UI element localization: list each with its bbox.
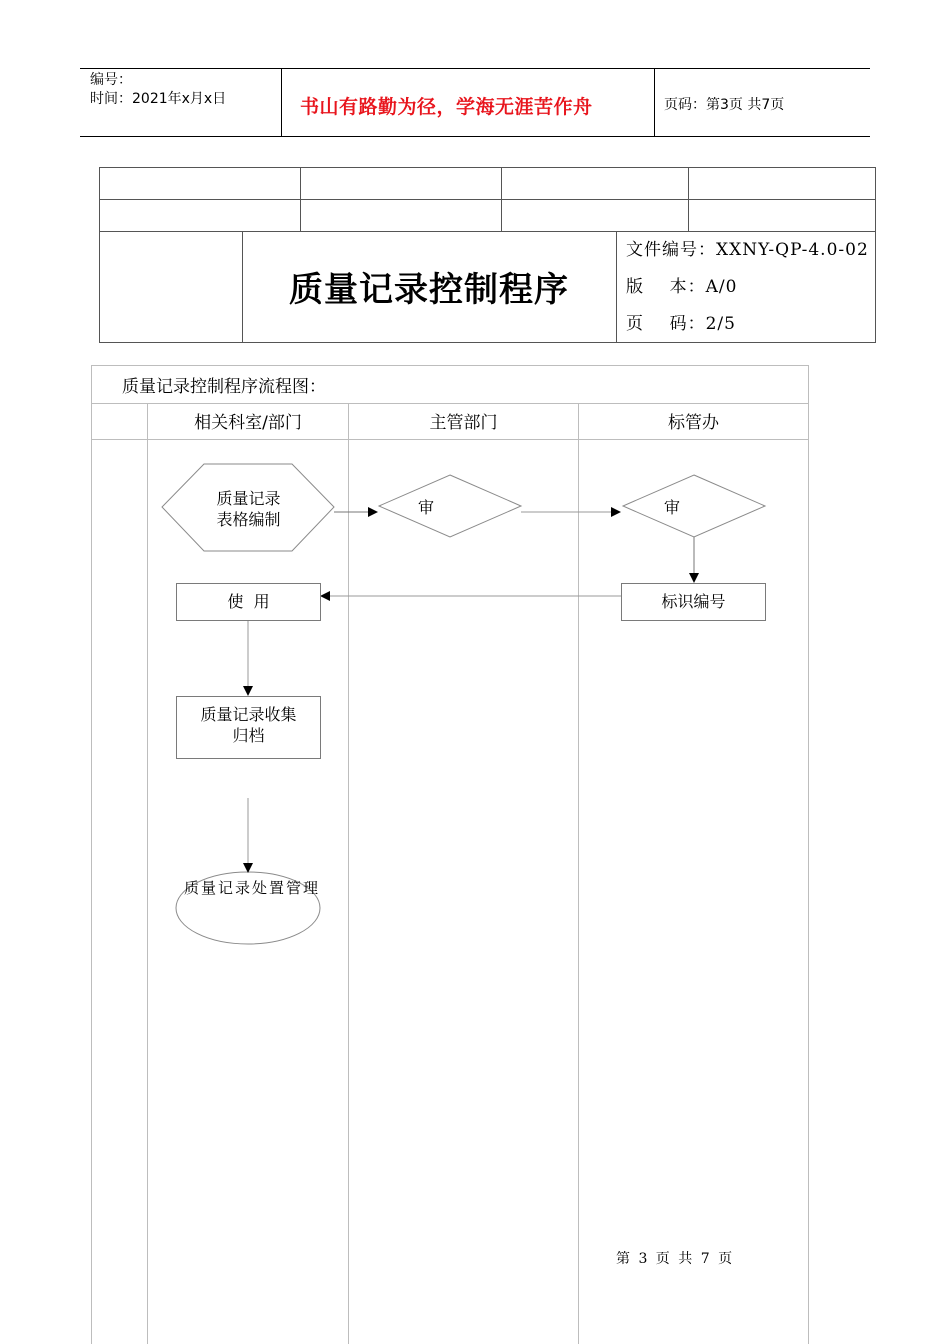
review-office-label: 审	[664, 498, 681, 517]
flowchart-caption: 质量记录控制程序流程图：	[122, 377, 326, 397]
header-number-label: 编号：	[90, 72, 132, 88]
review-diamond-supervisor	[379, 475, 521, 537]
use-label: 使 用	[227, 592, 270, 611]
archive-label	[176, 704, 321, 746]
document-file-no: 文件编号：XXNY-QP-4.0-02	[626, 240, 869, 260]
header-motto: 书山有路勤为径，学海无涯苦作舟	[300, 96, 593, 118]
compile-forms-line2: 表格编制	[216, 510, 281, 529]
header-page-label: 页码：第3页 共7页	[664, 97, 785, 113]
archive-line1: 质量记录收集	[200, 705, 297, 724]
compile-forms-label	[176, 488, 321, 530]
lane-title-supervisor: 主管部门	[429, 413, 498, 433]
mark-number-label: 标识编号	[661, 592, 726, 611]
review-diamond-office	[623, 475, 765, 537]
header-date-label: 时间：2021年x月x日	[90, 91, 227, 107]
archive-line2: 归档	[232, 726, 265, 745]
lane-title-standards-office: 标管办	[668, 413, 719, 433]
footer-page-number: 第 3 页 共 7 页	[616, 1251, 735, 1267]
document-title: 质量记录控制程序	[289, 270, 569, 310]
lane-title-departments: 相关科室/部门	[194, 413, 302, 433]
document-version: 版 本：A/0	[626, 277, 738, 297]
compile-forms-line1: 质量记录	[216, 489, 281, 508]
review-supervisor-label: 审	[418, 498, 435, 517]
document-page: 页 码：2/5	[626, 314, 736, 334]
disposal-label: 质量记录处置管理	[184, 879, 321, 897]
